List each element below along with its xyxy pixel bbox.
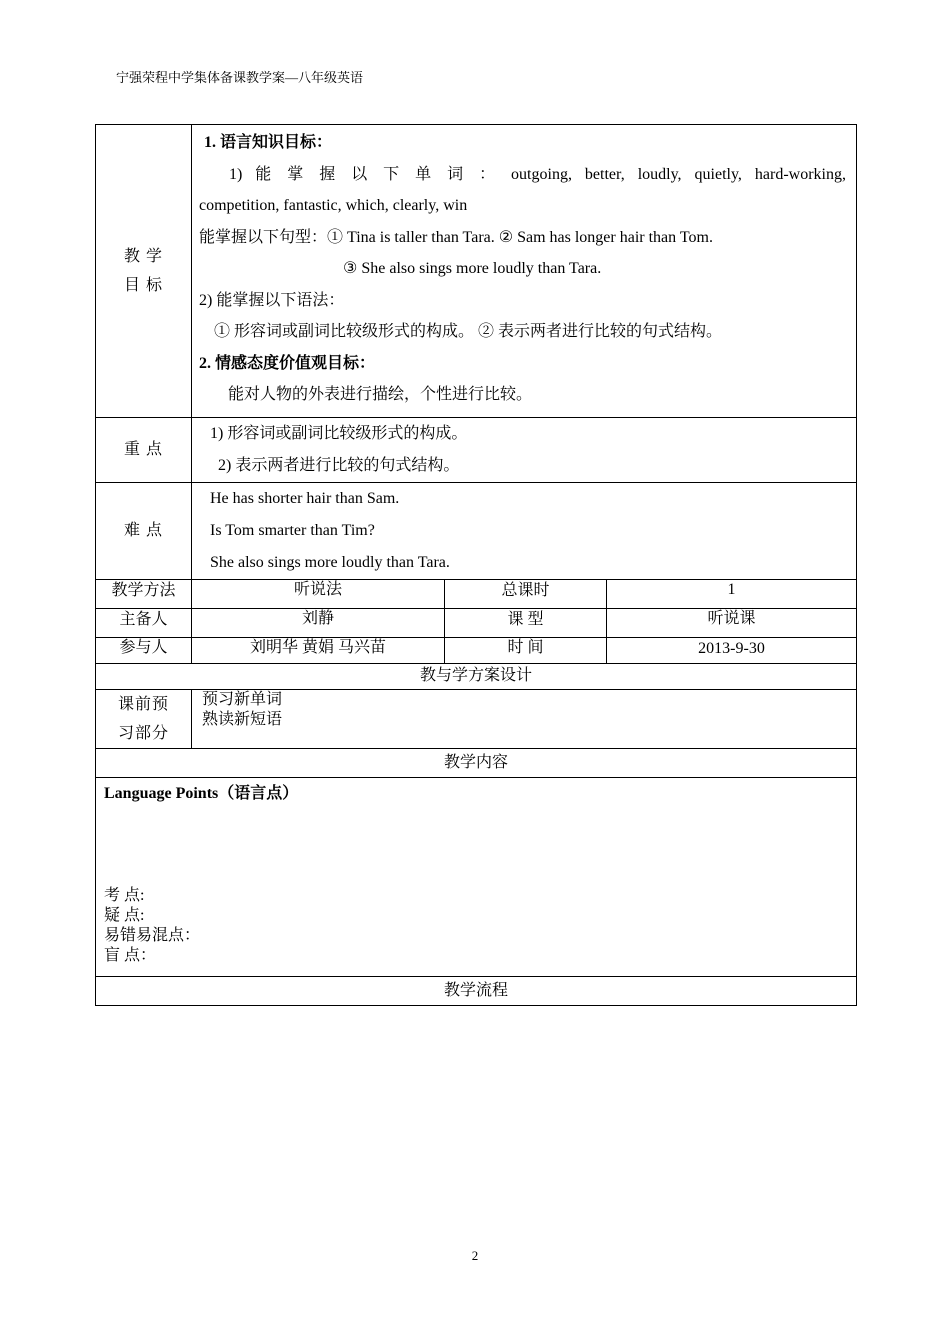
process-header: 教学流程 [96, 976, 857, 1005]
key-points-content [192, 417, 857, 482]
difficulty-item: He has shorter hair than Sam. [210, 489, 400, 507]
objective-heading-emotion: 2. 情感态度价值观目标： [199, 354, 376, 372]
difficulties-content [192, 482, 857, 579]
date-label: 时 间 [445, 637, 607, 663]
lesson-plan-table [95, 124, 857, 1006]
preview-label: 课前预 习部分 [96, 689, 192, 748]
date-value: 2013-9-30 [607, 637, 857, 663]
hours-label: 总课时 [445, 579, 607, 608]
confusion-points: 易错易混点： [104, 926, 201, 944]
method-label: 教学方法 [96, 579, 192, 608]
type-value: 听说课 [607, 608, 857, 637]
objective-sentences-line2: ③ She also sings more loudly than Tara. [343, 260, 602, 277]
difficulty-item: Is Tom smarter than Tim? [210, 521, 375, 539]
design-header-row [96, 663, 857, 689]
participants-label: 参与人 [96, 637, 192, 663]
hours-value: 1 [607, 579, 857, 608]
difficulties-label: 难 点 [96, 482, 192, 579]
difficulties-row [96, 482, 857, 579]
process-header-row [96, 976, 857, 1005]
objective-sentences-line1: 能掌握以下句型：① Tina is taller than Tara. ② Sam has longer hair than Tom. [199, 228, 713, 246]
objective-grammar-intro: 2) 能掌握以下语法： [199, 291, 345, 309]
objective-emotion-text: 能对人物的外表进行描绘，个性进行比较。 [228, 386, 533, 403]
blind-points: 盲 点： [104, 946, 157, 964]
preview-item: 熟读新短语 [202, 710, 283, 728]
key-point-item: 1) 形容词或副词比较级形式的构成。 [210, 424, 468, 442]
info-row-preparer [96, 608, 857, 637]
method-value: 听说法 [192, 579, 445, 608]
objective-grammar-items: ① 形容词或副词比较级形式的构成。 ② 表示两者进行比较的句式结构。 [214, 323, 723, 340]
info-row-participants [96, 637, 857, 663]
preparer-label: 主备人 [96, 608, 192, 637]
preview-item: 预习新单词 [202, 690, 283, 708]
preview-content [192, 689, 857, 748]
objective-words-line2: competition, fantastic, which, clearly, win [199, 197, 468, 214]
type-label: 课 型 [445, 608, 607, 637]
exam-points: 考 点: [104, 886, 145, 904]
key-points-label: 重 点 [96, 417, 192, 482]
doubt-points: 疑 点: [104, 906, 145, 924]
language-points-title: Language Points（语言点） [104, 784, 299, 802]
objectives-label: 教 学 目 标 [96, 125, 192, 418]
info-row-method [96, 579, 857, 608]
key-points-row [96, 417, 857, 482]
content-header-row [96, 748, 857, 777]
objective-words-line1: 1) 能 掌 握 以 下 单 词 ： outgoing, better, loudly, quietly, hard-working, [229, 165, 846, 183]
language-points-row [96, 777, 857, 976]
objectives-content [192, 125, 857, 418]
difficulty-item: She also sings more loudly than Tara. [210, 553, 450, 571]
content-header: 教学内容 [96, 748, 857, 777]
objectives-row [96, 125, 857, 418]
language-points-content [96, 777, 857, 976]
preparer-value: 刘静 [192, 608, 445, 637]
preview-row [96, 689, 857, 748]
objective-heading-language: 1. 语言知识目标： [204, 134, 333, 151]
participants-value: 刘明华 黄娟 马兴苗 [192, 637, 445, 663]
key-point-item: 2) 表示两者进行比较的句式结构。 [218, 456, 460, 474]
document-header: 宁强荣程中学集体备课教学案—八年级英语 [116, 70, 364, 85]
design-header: 教与学方案设计 [96, 663, 857, 689]
page-number: 2 [471, 1248, 479, 1263]
